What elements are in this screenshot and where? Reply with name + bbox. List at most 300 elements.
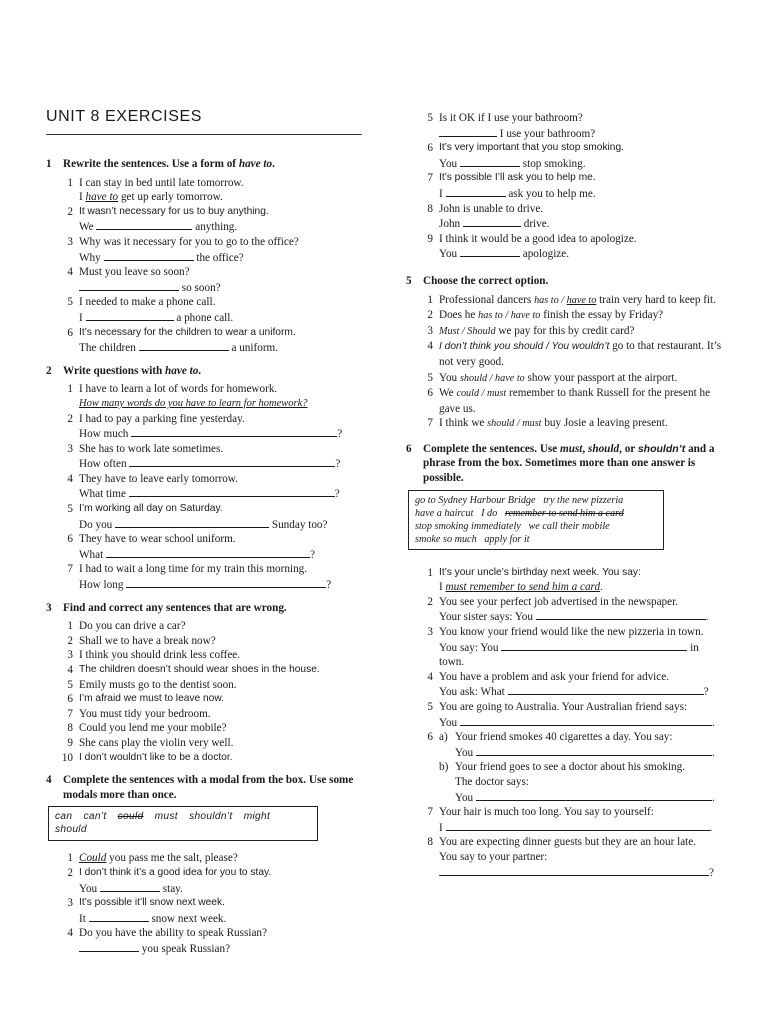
answer-lead: You	[439, 248, 460, 261]
answer-blank[interactable]	[129, 486, 335, 497]
phrase-box	[408, 490, 664, 550]
exercise-item	[46, 412, 364, 442]
option-choice: has to / have to	[478, 310, 541, 322]
item-prompt: Shall we to have a break now?	[79, 634, 216, 647]
exercise-instruction: Write questions with	[63, 364, 166, 377]
item-number: 4	[67, 472, 73, 485]
exercise-item	[406, 339, 722, 370]
exercise-item	[46, 648, 364, 663]
exercise-item	[406, 566, 722, 595]
item-number: 3	[427, 626, 433, 639]
item-number: 7	[427, 806, 433, 819]
exercise-instruction: Complete the sentences with a modal from the box. Use some modals more than once.	[63, 774, 354, 801]
item-number: 7	[427, 172, 433, 185]
answer-tail: a phone call.	[173, 311, 234, 324]
box-word: can’t	[83, 811, 107, 823]
exercise-instruction-end: and a phrase from the box. Sometimes more than one answer is possible.	[423, 442, 715, 485]
box-phrase: smoke so much	[415, 533, 477, 545]
box-phrase: apply for it	[484, 533, 530, 545]
answer-tail: ?	[335, 458, 341, 471]
item-number: 6	[427, 142, 433, 155]
item-prompt: Must you leave so soon?	[79, 266, 190, 279]
item-number: 6	[67, 693, 73, 706]
box-word: should	[55, 824, 87, 836]
exercise-item	[406, 595, 722, 625]
item-prompt: You say to your partner:	[439, 850, 548, 863]
answer-lead: How much	[79, 428, 132, 441]
answer-blank[interactable]	[79, 941, 139, 952]
option-choice: I don’t think you should / You wouldn’t	[439, 341, 610, 353]
item-number: 2	[67, 205, 73, 218]
item-prompt: John is unable to drive.	[439, 202, 544, 215]
exercise-item	[46, 442, 364, 472]
item-prompt: you pass me the salt, please?	[106, 852, 238, 865]
modal-word-box	[48, 806, 318, 841]
exercise-instruction-end: .	[272, 158, 275, 170]
exercise-item	[46, 692, 364, 707]
item-prompt: It’s necessary for the children to wear a uniform.	[79, 326, 296, 338]
item-number: 4	[427, 670, 433, 683]
item-number: 5	[67, 296, 73, 309]
sub-item-label: b)	[439, 761, 449, 774]
item-number: 6	[427, 387, 433, 400]
item-text-end: buy Josie a leaving present.	[541, 417, 668, 430]
option-choice: should / must	[487, 418, 542, 430]
exercise-number: 3	[46, 601, 52, 614]
answer-tail: ?	[334, 488, 340, 501]
item-prompt: It’s your uncle’s birthday next week. You say:	[439, 566, 641, 578]
answer-lead: You ask: What	[439, 686, 508, 699]
answer-blank[interactable]	[439, 126, 497, 137]
option-choice: should / have to	[459, 372, 525, 384]
answer-tail: ?	[709, 866, 714, 879]
item-prompt: I’m working all day on Saturday.	[79, 503, 223, 515]
item-prompt: I don’t think it’s a good idea for you to stay.	[79, 866, 272, 878]
item-number: 2	[67, 412, 73, 425]
exercise-4	[46, 773, 364, 956]
item-number: 5	[427, 112, 433, 124]
item-text: I think we	[439, 417, 488, 430]
item-prompt: They have to wear school uniform.	[79, 533, 236, 546]
answer-tail: apologize.	[519, 248, 570, 261]
answer-blank[interactable]	[126, 577, 326, 588]
exercise-item	[46, 736, 364, 751]
item-prompt: She cans play the violin very well.	[79, 736, 234, 749]
answer-tail: .	[705, 611, 709, 624]
answer-lead: It	[79, 912, 89, 925]
exercise-instruction-term: have to	[238, 158, 273, 170]
answer-lead: I	[79, 191, 86, 204]
answer-tail: a uniform.	[228, 342, 279, 355]
item-prompt: The children doesn’t should wear shoes in the house.	[79, 664, 320, 675]
answer-tail: ?	[337, 428, 343, 441]
answer-blank[interactable]	[460, 246, 520, 257]
exercise-item	[46, 678, 364, 693]
exercise-item	[46, 532, 364, 562]
item-number: 9	[67, 736, 73, 749]
answer-blank[interactable]	[86, 310, 174, 321]
answer-blank[interactable]	[96, 219, 192, 230]
box-word: can	[55, 811, 73, 823]
answer-tail: stay.	[159, 882, 183, 895]
answer-tail: ?	[326, 579, 332, 592]
exercise-item	[46, 562, 364, 592]
exercise-item	[406, 386, 722, 416]
item-number: 2	[427, 595, 433, 608]
item-number: 5	[67, 503, 73, 516]
item-prompt: Your friend smokes 40 cigarettes a day. You say:	[455, 731, 673, 744]
answer-lead: You	[79, 882, 100, 895]
example-answer: must remember to send him a card	[445, 581, 601, 594]
answer-lead: I	[439, 187, 446, 200]
answer-blank[interactable]	[79, 280, 179, 291]
exercise-3	[46, 601, 364, 766]
box-phrase: have a haircut	[415, 507, 474, 519]
box-phrase-used: remember to send him a card	[504, 507, 624, 519]
sub-item-label: a)	[439, 731, 448, 744]
exercise-2	[46, 364, 364, 593]
answer-lead: How often	[79, 458, 130, 471]
item-number: 5	[427, 371, 433, 384]
box-word: must	[154, 811, 178, 823]
exercise-4-heading	[46, 773, 364, 802]
exercise-number: 4	[46, 774, 52, 787]
exercise-instruction-term: have to	[165, 364, 199, 377]
item-prompt: It’s very important that you stop smoking.	[439, 142, 624, 154]
item-number: 4	[67, 664, 73, 676]
answer-blank[interactable]	[463, 216, 521, 227]
example-answer: How many words do you have to learn for homework?	[79, 397, 308, 409]
exercise-item	[406, 202, 722, 232]
answer-blank[interactable]	[100, 881, 160, 892]
answer-tail: get up early tomorrow.	[118, 191, 223, 204]
item-prompt: It’s possible I’ll ask you to help me.	[439, 172, 596, 184]
item-number: 5	[427, 701, 433, 713]
item-number: 4	[67, 266, 73, 279]
item-number: 3	[67, 235, 73, 248]
separator: , or	[619, 442, 638, 455]
item-prompt: Your hair is much too long. You say to yourself:	[439, 806, 654, 819]
item-prompt: I think it would be a good idea to apologize.	[439, 232, 637, 245]
item-prompt: They have to leave early tomorrow.	[79, 472, 238, 485]
exercise-item	[46, 176, 364, 205]
answer-blank[interactable]	[131, 426, 337, 437]
exercise-1	[46, 157, 364, 356]
item-text-end: finish the essay by Friday?	[540, 309, 664, 322]
answer-tail: .	[711, 746, 715, 759]
answer-tail: I use your bathroom?	[497, 127, 596, 140]
box-word: might	[243, 811, 271, 823]
answer-lead: What time	[79, 488, 129, 501]
item-number: 3	[427, 324, 433, 337]
answer-lead: You	[439, 716, 460, 729]
exercise-item	[46, 751, 364, 766]
exercise-item	[406, 171, 722, 201]
exercise-item	[46, 265, 364, 295]
item-prompt: I don’t wouldn’t like to be a doctor.	[79, 751, 233, 763]
answer-continuation: town.	[439, 656, 465, 669]
item-number: 2	[67, 634, 73, 647]
modal-term: must	[560, 442, 583, 455]
item-prompt: I can stay in bed until late tomorrow.	[79, 176, 244, 189]
exercise-number: 6	[406, 442, 412, 455]
answer-lead: You	[455, 746, 476, 759]
exercise-item	[46, 326, 364, 356]
answer-tail: .	[600, 581, 603, 594]
item-number: 8	[427, 202, 433, 215]
exercise-item	[406, 835, 722, 880]
exercise-4-continued	[406, 111, 722, 262]
item-number: 3	[67, 649, 73, 662]
item-prompt: It wasn’t necessary for us to buy anything.	[79, 205, 269, 217]
item-number: 1	[67, 176, 73, 189]
answer-blank[interactable]	[104, 250, 194, 261]
item-prompt: I’m afraid we must to leave now.	[79, 693, 224, 705]
exercise-item	[46, 896, 364, 926]
answer-blank[interactable]	[476, 790, 712, 801]
item-prompt: I had to pay a parking fine yesterday.	[79, 412, 245, 425]
answer-tail: stop smoking.	[519, 157, 586, 170]
answer-tail: you speak Russian?	[139, 942, 231, 955]
exercise-item	[46, 634, 364, 649]
box-phrase: I do	[481, 507, 498, 519]
answer-lead: I	[439, 581, 446, 594]
exercise-5-heading	[406, 274, 722, 289]
item-prompt: It’s possible it’ll snow next week.	[79, 897, 225, 909]
exercise-instruction: Complete the sentences. Use	[423, 442, 561, 455]
item-number: 6	[67, 533, 73, 546]
exercise-item	[46, 707, 364, 722]
box-phrase: try the new pizzeria	[543, 494, 624, 506]
exercise-item	[406, 700, 722, 730]
item-number: 2	[67, 866, 73, 879]
answer-tail: anything.	[192, 221, 238, 234]
item-number: 1	[67, 383, 73, 396]
exercise-item	[406, 371, 722, 387]
exercise-item	[406, 141, 722, 171]
exercise-item	[46, 721, 364, 736]
answer-tail: ask you to help me.	[505, 187, 596, 200]
option-correct: have to	[566, 294, 597, 306]
right-column	[406, 111, 722, 888]
item-prompt: Why was it necessary for you to go to the office?	[79, 235, 299, 248]
option-choice: could / must	[456, 388, 507, 400]
exercise-item	[46, 619, 364, 634]
answer-tail: drive.	[520, 218, 550, 231]
item-prompt: Emily musts go to the dentist soon.	[79, 678, 237, 691]
item-number: 1	[427, 566, 433, 579]
exercise-6-heading	[406, 442, 722, 486]
exercise-item	[406, 293, 722, 309]
exercise-2-heading	[46, 364, 364, 379]
exercise-item	[406, 730, 722, 805]
item-number: 6	[67, 326, 73, 339]
exercise-item	[46, 235, 364, 265]
exercise-item	[46, 382, 364, 411]
box-word-used: could	[117, 811, 144, 823]
exercise-number: 5	[406, 274, 412, 287]
exercise-item	[46, 502, 364, 532]
item-prompt: You know your friend would like the new pizzeria in town.	[439, 626, 704, 639]
exercise-instruction-end: .	[198, 364, 202, 377]
answer-tail: .	[711, 716, 715, 729]
answer-lead: We	[79, 221, 97, 234]
item-number: 6	[427, 731, 433, 744]
item-prompt: I needed to make a phone call.	[79, 296, 216, 309]
separator: ,	[582, 442, 588, 455]
answer-tail: snow next week.	[148, 912, 227, 925]
item-text-end: go to that restaurant. It’s not very good.	[439, 340, 724, 368]
answer-lead: You	[455, 791, 476, 804]
modal-term: shouldn’t	[637, 442, 686, 455]
answer-tail: ?	[703, 686, 709, 699]
item-prompt: Do you can drive a car?	[79, 620, 186, 633]
exercise-item	[46, 663, 364, 678]
item-prompt: You must tidy your bedroom.	[79, 707, 211, 720]
item-prompt: You see your perfect job advertised in the newspaper.	[439, 595, 679, 608]
title-rule	[46, 134, 362, 135]
item-number: 4	[427, 340, 433, 353]
answer-blank[interactable]	[446, 186, 506, 197]
exercise-item	[46, 295, 364, 325]
sub-item-a	[439, 730, 722, 760]
item-prompt: Your friend goes to see a doctor about his smoking.	[455, 761, 686, 774]
answer-blank[interactable]	[501, 640, 687, 651]
answer-lead: You say: You	[439, 641, 502, 654]
answer-tail: .	[709, 821, 713, 834]
item-number: 10	[61, 751, 73, 764]
exercise-1-heading	[46, 157, 364, 172]
answer-blank[interactable]	[476, 745, 712, 756]
answer-lead: The children	[79, 342, 139, 355]
exercise-item	[406, 670, 722, 700]
item-number: 1	[67, 852, 73, 865]
exercise-item	[406, 416, 722, 432]
item-prompt: I have to learn a lot of words for homework.	[79, 383, 278, 396]
exercise-3-heading	[46, 601, 364, 616]
item-number: 7	[67, 707, 73, 720]
answer-lead: Do you	[79, 518, 116, 531]
example-answer: have to	[85, 191, 119, 204]
answer-tail: in	[687, 641, 699, 654]
exercise-item	[406, 625, 722, 670]
exercise-item	[406, 232, 722, 262]
exercise-item	[46, 472, 364, 502]
item-prompt: You are expecting dinner guests but they are an hour late.	[439, 836, 697, 849]
exercise-item	[46, 926, 364, 956]
answer-lead: I	[79, 311, 86, 324]
item-number: 2	[427, 309, 433, 322]
item-number: 3	[67, 442, 73, 455]
item-text: Professional dancers	[439, 293, 535, 306]
answer-tail: Sunday too?	[269, 518, 328, 531]
answer-blank[interactable]	[139, 340, 229, 351]
item-prompt: You have a problem and ask your friend for advice.	[439, 670, 670, 683]
item-prompt: She has to work late sometimes.	[79, 442, 224, 455]
box-phrase: we call their mobile	[528, 520, 610, 532]
option-choice: has to /	[534, 294, 567, 306]
answer-lead: John	[439, 218, 463, 231]
left-column	[46, 157, 364, 965]
exercise-item	[46, 851, 364, 866]
exercise-item	[46, 205, 364, 235]
item-number: 7	[427, 417, 433, 430]
answer-lead: What	[79, 548, 107, 561]
item-prompt: The doctor says:	[455, 775, 529, 788]
item-text-end: we pay for this by credit card?	[495, 324, 635, 337]
item-number: 3	[67, 897, 73, 910]
answer-blank[interactable]	[106, 547, 310, 558]
answer-blank[interactable]	[115, 517, 269, 528]
answer-lead: Why	[79, 251, 104, 264]
answer-blank[interactable]	[129, 456, 335, 467]
box-phrase: stop smoking immediately	[415, 520, 521, 532]
answer-blank[interactable]	[89, 911, 149, 922]
box-word: shouldn’t	[189, 811, 233, 823]
item-text-end: remember to thank Russell for the present he gave us.	[439, 387, 713, 415]
exercise-item	[46, 866, 364, 896]
answer-tail: so soon?	[179, 281, 221, 294]
item-number: 4	[67, 927, 73, 940]
exercise-item	[406, 805, 722, 835]
exercise-5	[406, 274, 722, 432]
exercise-6	[406, 442, 722, 880]
exercise-item	[406, 111, 722, 141]
exercise-item	[406, 308, 722, 324]
exercise-instruction: Rewrite the sentences. Use a form of	[63, 158, 239, 170]
item-number: 5	[67, 678, 73, 691]
answer-lead: How long	[79, 579, 127, 592]
answer-blank[interactable]	[460, 715, 712, 726]
item-number: 1	[427, 293, 433, 306]
exercise-item	[406, 324, 722, 340]
answer-blank[interactable]	[460, 156, 520, 167]
item-text-end: train very hard to keep fit.	[596, 293, 716, 306]
answer-tail: ?	[310, 548, 315, 561]
item-number: 8	[427, 836, 433, 849]
item-text: We	[439, 387, 457, 400]
item-prompt: Is it OK if I use your bathroom?	[439, 112, 583, 124]
answer-blank[interactable]	[446, 820, 710, 831]
item-prompt: Could you lend me your mobile?	[79, 722, 227, 735]
answer-blank[interactable]	[439, 865, 709, 876]
answer-lead: Your sister says: You	[439, 611, 536, 624]
answer-lead: You	[439, 157, 460, 170]
box-phrase: go to Sydney Harbour Bridge	[415, 494, 536, 506]
item-prompt: You are going to Australia. Your Australian friend says:	[439, 701, 688, 713]
answer-tail: the office?	[193, 251, 244, 264]
item-number: 9	[427, 232, 433, 245]
item-number: 7	[67, 563, 73, 576]
exercise-instruction: Choose the correct option.	[423, 274, 549, 287]
item-number: 8	[67, 722, 73, 735]
sub-item-b	[439, 760, 722, 805]
exercise-number: 2	[46, 364, 52, 377]
option-choice: Must / Should	[439, 325, 496, 337]
item-prompt: I had to wait a long time for my train this morning.	[79, 563, 308, 576]
exercise-number: 1	[46, 158, 52, 170]
item-text-end: show your passport at the airport.	[524, 371, 678, 384]
page-title: UNIT 8 EXERCISES	[46, 108, 203, 125]
exercise-instruction: Find and correct any sentences that are wrong.	[63, 601, 287, 614]
answer-blank[interactable]	[508, 684, 704, 695]
answer-blank[interactable]	[536, 609, 706, 620]
item-text: Does he	[439, 309, 479, 322]
modal-term: should	[588, 442, 620, 455]
item-text: You	[439, 371, 460, 384]
answer-tail: .	[711, 791, 715, 804]
item-prompt: I think you should drink less coffee.	[79, 649, 241, 662]
